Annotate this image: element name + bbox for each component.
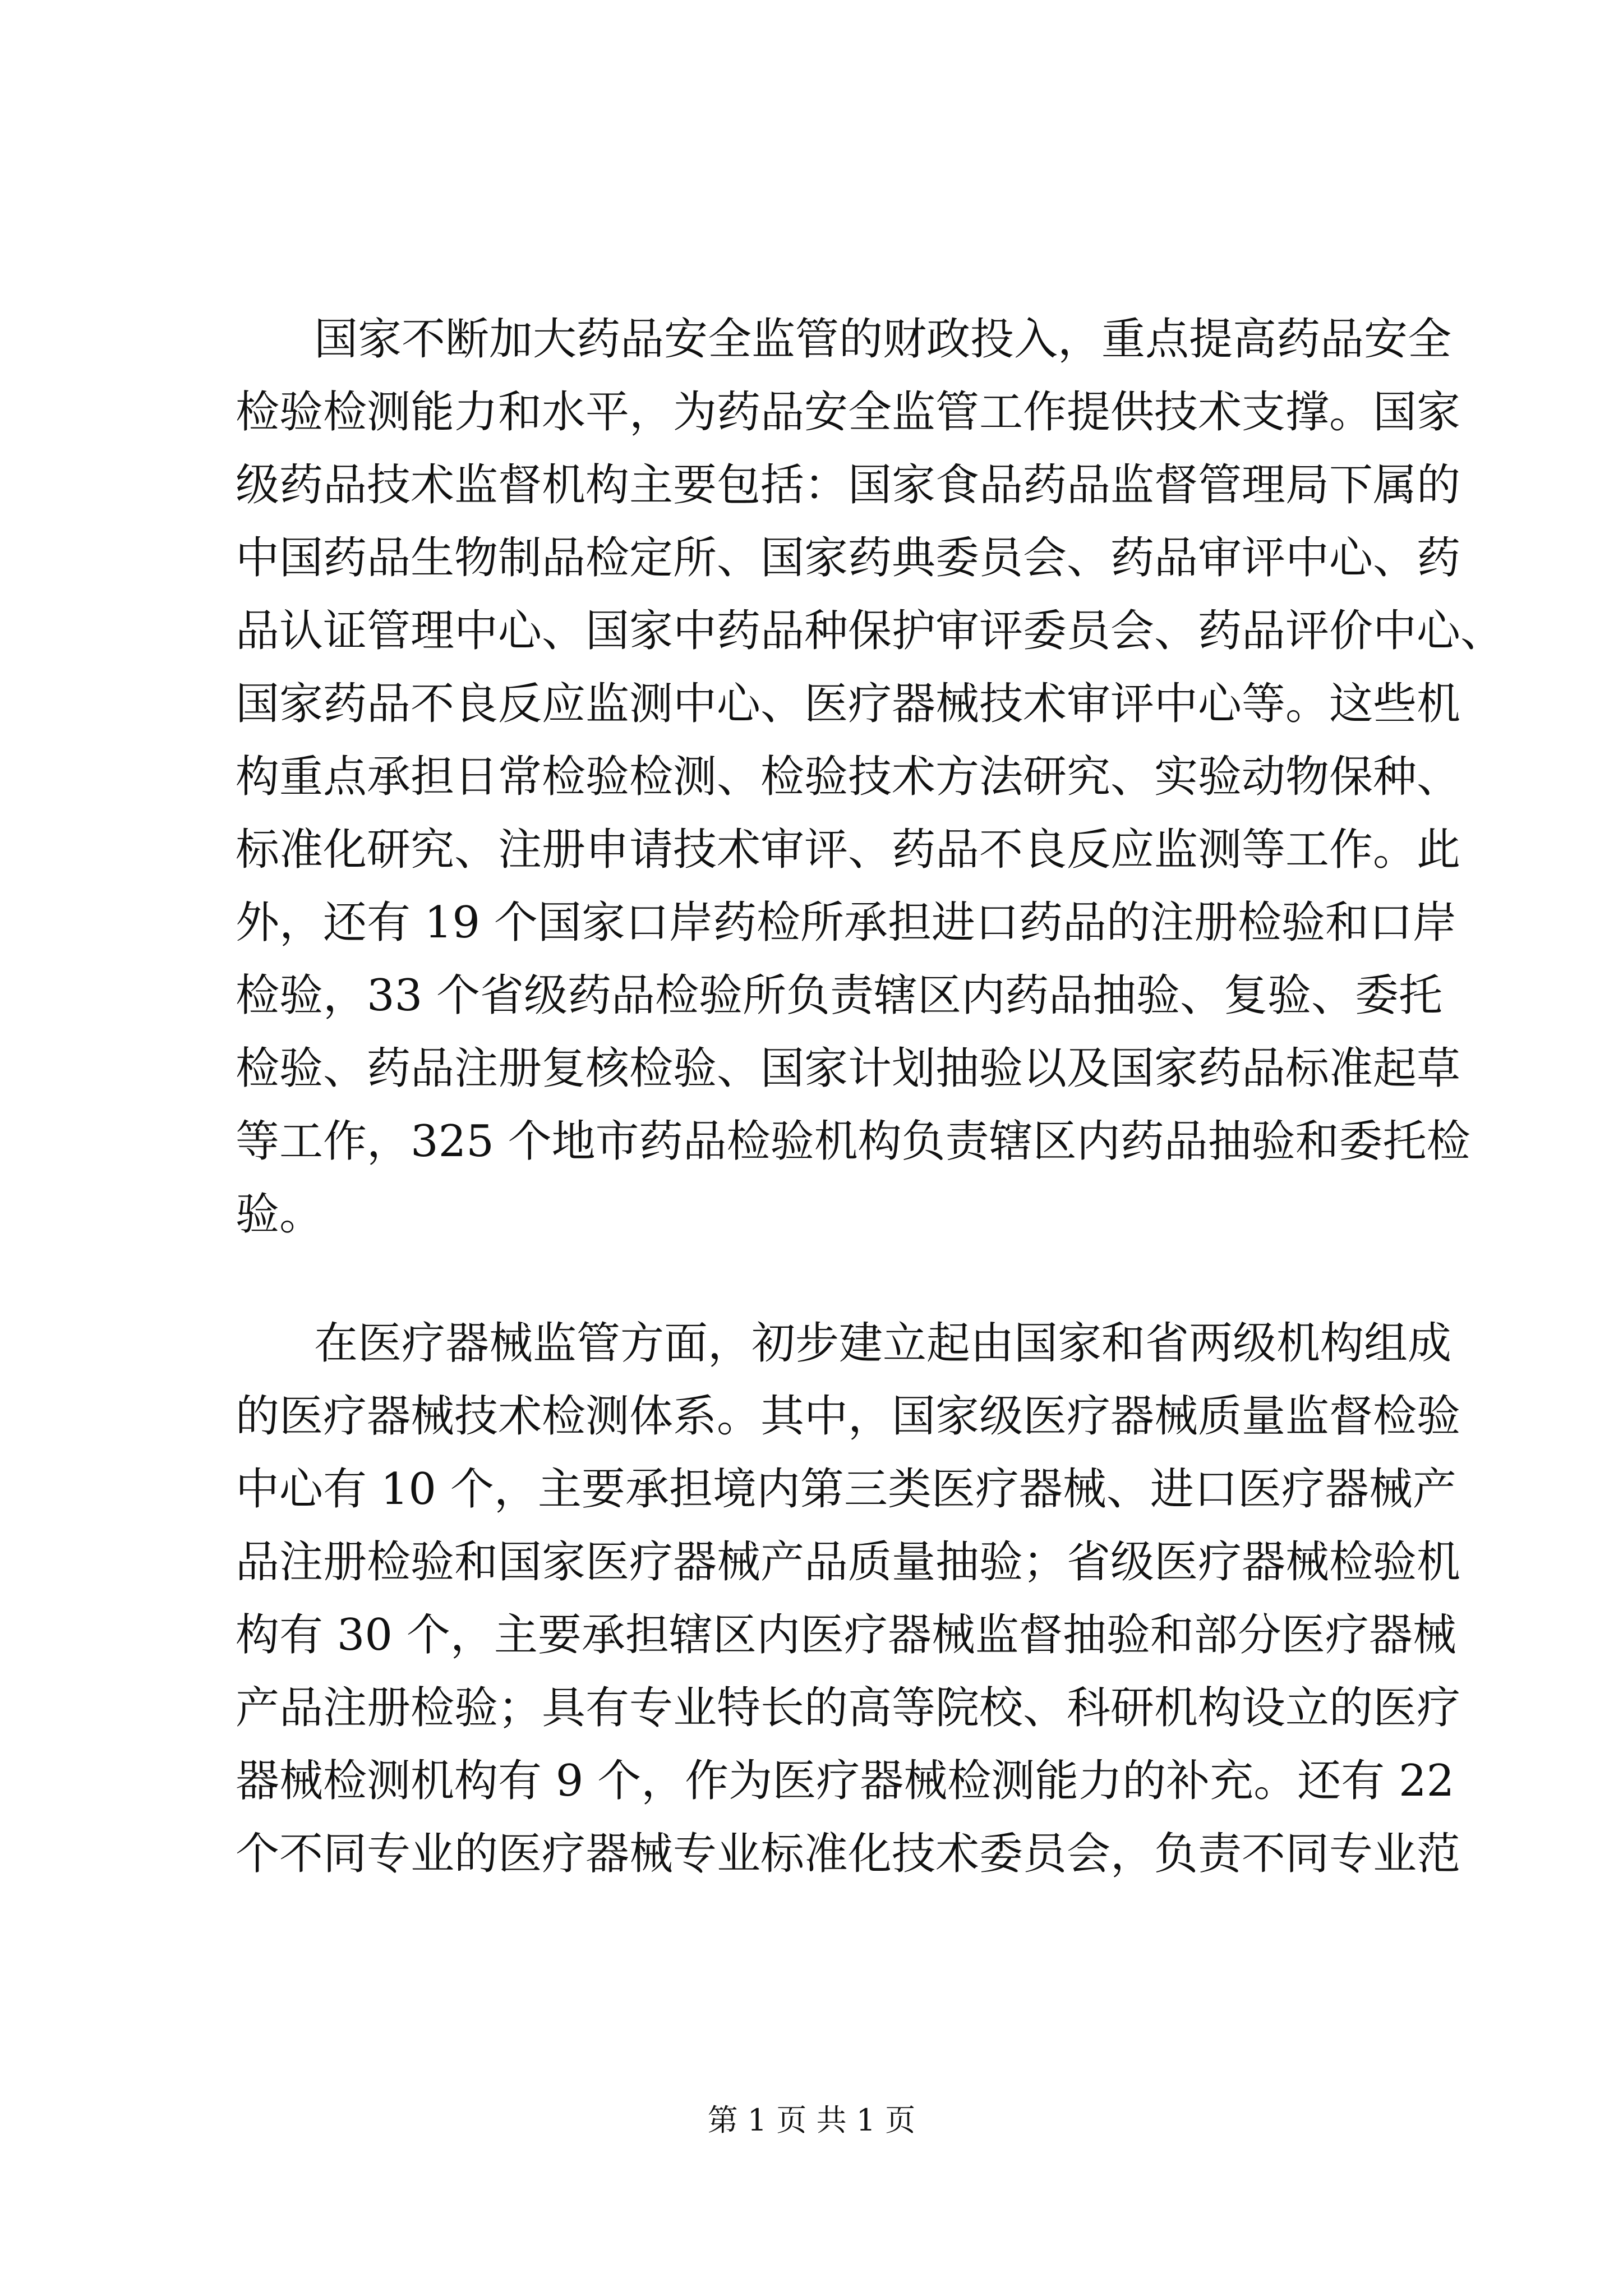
paragraph-2-line-5: 构有 30 个，主要承担辖区内医疗器械监督抽验和部分医疗器械 — [236, 1610, 1456, 1660]
paragraph-1-line-5: 品认证管理中心、国家中药品种保护审评委员会、药品评价中心、 — [236, 606, 1505, 656]
paragraph-1-line-6: 国家药品不良反应监测中心、医疗器械技术审评中心等。这些机 — [236, 679, 1461, 729]
paragraph-1-line-2: 检验检测能力和水平，为药品安全监管工作提供技术支撑。国家 — [236, 387, 1461, 438]
paragraph-1-line-7: 构重点承担日常检验检测、检验技术方法研究、实验动物保种、 — [236, 752, 1461, 802]
paragraph-1-line-4: 中国药品生物制品检定所、国家药典委员会、药品审评中心、药 — [236, 533, 1461, 583]
paragraph-2-line-3: 中心有 10 个，主要承担境内第三类医疗器械、进口医疗器械产 — [236, 1464, 1456, 1515]
paragraph-1-line-10: 检验，33 个省级药品检验所负责辖区内药品抽验、复验、委托 — [236, 970, 1443, 1021]
paragraph-1-line-12: 等工作，325 个地市药品检验机构负责辖区内药品抽验和委托检 — [236, 1116, 1470, 1167]
paragraph-2-line-4: 品注册检验和国家医疗器械产品质量抽验；省级医疗器械检验机 — [236, 1537, 1461, 1588]
paragraph-1-line-11: 检验、药品注册复核检验、国家计划抽验以及国家药品标准起草 — [236, 1043, 1461, 1094]
paragraph-2-line-1: 在医疗器械监管方面，初步建立起由国家和省两级机构组成 — [314, 1318, 1452, 1369]
page-footer: 第 1 页 共 1 页 — [707, 2102, 916, 2138]
paragraph-2-line-8: 个不同专业的医疗器械专业标准化技术委员会，负责不同专业范 — [236, 1829, 1461, 1879]
paragraph-1-line-8: 标准化研究、注册申请技术审评、药品不良反应监测等工作。此 — [236, 825, 1461, 875]
paragraph-2-line-2: 的医疗器械技术检测体系。其中，国家级医疗器械质量监督检验 — [236, 1391, 1461, 1442]
paragraph-2-line-6: 产品注册检验；具有专业特长的高等院校、科研机构设立的医疗 — [236, 1683, 1461, 1733]
paragraph-1-line-1: 国家不断加大药品安全监管的财政投入，重点提高药品安全 — [314, 314, 1452, 365]
paragraph-1-line-13: 验。 — [236, 1189, 324, 1240]
paragraph-1-line-9: 外，还有 19 个国家口岸药检所承担进口药品的注册检验和口岸 — [236, 898, 1456, 948]
paragraph-1-line-3: 级药品技术监督机构主要包括：国家食品药品监督管理局下属的 — [236, 460, 1461, 510]
paragraph-2-line-7: 器械检测机构有 9 个，作为医疗器械检测能力的补充。还有 22 — [236, 1756, 1455, 1806]
